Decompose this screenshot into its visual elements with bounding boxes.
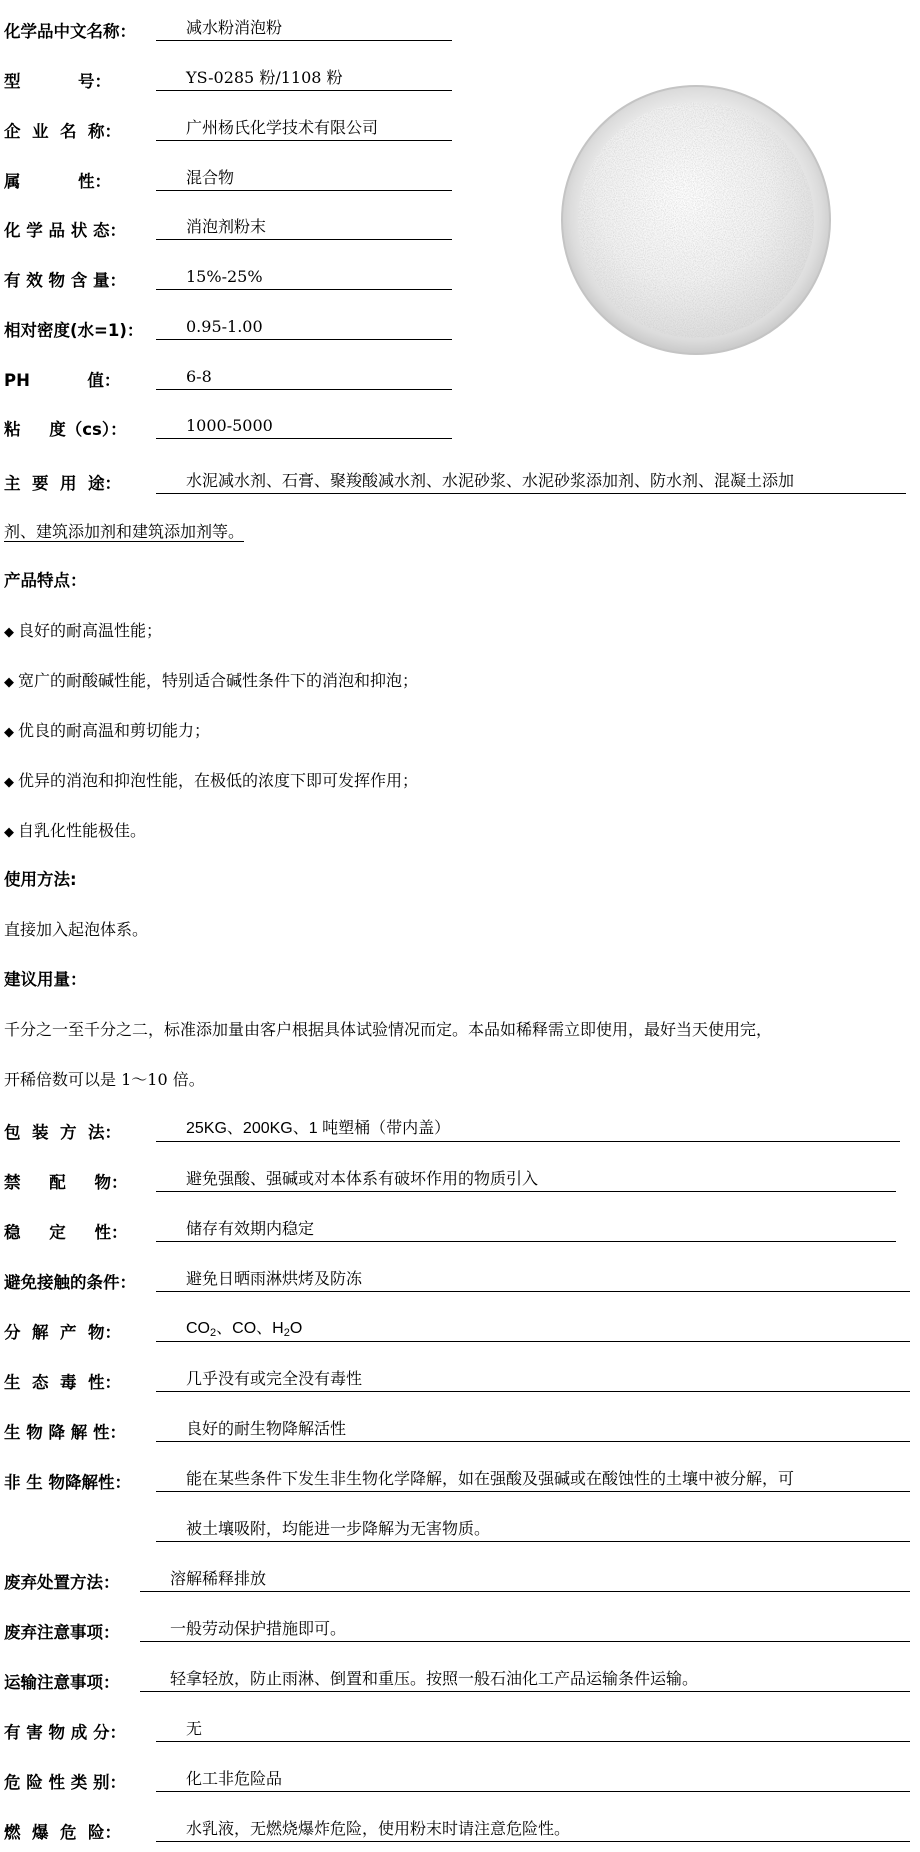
field-value: 混合物 — [156, 167, 452, 191]
usage-continuation — [4, 521, 244, 543]
field-label: 分 解 产 物： — [4, 1323, 121, 1342]
field-label: 粘 度（cs）： — [4, 420, 127, 439]
field-row — [4, 1763, 126, 1795]
field-label: 属 性： — [4, 172, 111, 191]
field-label: 化学品中文名称： — [4, 22, 136, 41]
field-value: 减水粉消泡粉 — [156, 17, 452, 41]
field-value: 避免强酸、强碱或对本体系有破坏作用的物质引入 — [156, 1168, 896, 1192]
bullet-diamond-icon: ◆ — [4, 825, 14, 840]
field-label: 燃 爆 危 险： — [4, 1823, 121, 1842]
feature-text: 优良的耐高温和剪切能力； — [18, 721, 211, 740]
feature-item — [4, 820, 146, 844]
field-value: YS-0285 粉/1108 粉 — [156, 67, 452, 91]
method-heading: 使用方法: — [4, 870, 77, 889]
field-label: 企 业 名 称： — [4, 122, 121, 141]
feature-item — [4, 670, 418, 694]
feature-text: 良好的耐高温性能； — [18, 621, 163, 640]
field-label: 禁 配 物： — [4, 1173, 128, 1192]
method-text: 直接加入起泡体系。 — [4, 920, 149, 939]
usage-label: 主 要 用 途： — [4, 474, 121, 493]
usage-value-line2: 剂、建筑添加剂和建筑添加剂等。 — [4, 522, 245, 541]
field-label: 相对密度(水=1)： — [4, 321, 144, 340]
field-row — [4, 1213, 127, 1245]
spec-row — [4, 261, 126, 293]
field-label: 包 装 方 法： — [4, 1123, 121, 1142]
decomposition-value — [156, 1318, 910, 1342]
field-value: 1000-5000 — [156, 415, 452, 439]
field-row — [4, 1363, 121, 1395]
field-value: 能在某些条件下发生非生物化学降解，如在强酸及强碱或在酸蚀性的土壤中被分解，可 — [156, 1468, 910, 1492]
formula-separator: 、 — [256, 1320, 273, 1337]
field-value: 一般劳动保护措施即可。 — [140, 1618, 910, 1642]
field-value: 25KG、200KG、1 吨塑桶（带内盖） — [156, 1118, 900, 1142]
bullet-diamond-icon: ◆ — [4, 725, 14, 740]
field-label: 危 险 性 类 别： — [4, 1773, 126, 1792]
field-value: 消泡剂粉末 — [156, 216, 452, 240]
feature-item — [4, 620, 162, 644]
field-label: 生 物 降 解 性： — [4, 1423, 126, 1442]
field-row — [4, 1613, 120, 1645]
field-label: 化 学 品 状 态： — [4, 221, 126, 240]
field-label: 型 号： — [4, 72, 111, 91]
field-label: 避免接触的条件： — [4, 1273, 136, 1292]
feature-item — [4, 770, 418, 794]
field-value: 水乳液，无燃烧爆炸危险，使用粉末时请注意危险性。 — [156, 1818, 910, 1842]
field-row — [4, 1813, 121, 1845]
formula-h2o-h: H — [272, 1320, 284, 1337]
dosage-text-line2: 开稀倍数可以是 1～10 倍。 — [4, 1070, 205, 1089]
field-label: 非 生 物降解性： — [4, 1473, 131, 1492]
field-value: 轻拿轻放，防止雨淋、倒置和重压。按照一般石油化工产品运输条件运输。 — [140, 1668, 910, 1692]
field-label: 有 害 物 成 分： — [4, 1723, 126, 1742]
field-label: 有 效 物 含 量： — [4, 271, 126, 290]
spec-row — [4, 410, 127, 442]
feature-text: 优异的消泡和抑泡性能，在极低的浓度下即可发挥作用； — [18, 771, 419, 790]
formula-co: CO — [232, 1320, 257, 1337]
field-label: 稳 定 性： — [4, 1223, 128, 1242]
field-label: PH 值： — [4, 371, 121, 390]
field-value: 溶解稀释排放 — [140, 1568, 910, 1592]
formula-separator: 、 — [216, 1320, 233, 1337]
formula-h2o-o: O — [289, 1320, 303, 1337]
spec-row — [4, 112, 121, 144]
field-label: 运输注意事项： — [4, 1673, 120, 1692]
field-value: 良好的耐生物降解活性 — [156, 1418, 910, 1442]
field-row — [4, 1563, 120, 1595]
field-value: 15%-25% — [156, 266, 452, 290]
field-row — [4, 1663, 120, 1695]
field-row — [4, 1263, 136, 1295]
feature-text: 宽广的耐酸碱性能，特别适合碱性条件下的消泡和抑泡； — [18, 671, 419, 690]
field-row — [4, 1163, 127, 1195]
field-value: 储存有效期内稳定 — [156, 1218, 896, 1242]
packaging-row — [4, 1113, 121, 1145]
dosage-text-line1: 千分之一至千分之二，标准添加量由客户根据具体试验情况而定。本品如稀释需立即使用，最好当天使用完， — [4, 1020, 773, 1039]
field-label: 废弃注意事项： — [4, 1623, 120, 1642]
usage-row — [4, 464, 121, 496]
formula-co2-base: CO — [186, 1320, 210, 1337]
feature-text: 自乳化性能极佳。 — [18, 821, 147, 840]
dosage-heading: 建议用量： — [4, 970, 87, 989]
field-row — [4, 1413, 126, 1445]
field-value: 几乎没有或完全没有毒性 — [156, 1368, 910, 1392]
spec-row — [4, 311, 143, 343]
bullet-diamond-icon: ◆ — [4, 675, 14, 690]
bullet-diamond-icon: ◆ — [4, 625, 14, 640]
field-label: 生 态 毒 性： — [4, 1373, 121, 1392]
product-powder-image — [560, 84, 832, 356]
field-row — [4, 1463, 131, 1495]
field-value: 广州杨氏化学技术有限公司 — [156, 117, 452, 141]
bullet-diamond-icon: ◆ — [4, 775, 14, 790]
field-row — [4, 1713, 126, 1745]
field-value: 避免日晒雨淋烘烤及防冻 — [156, 1268, 910, 1292]
spec-row — [4, 162, 111, 194]
field-row — [4, 1313, 121, 1345]
spec-row — [4, 361, 120, 393]
field-value: 化工非危险品 — [156, 1768, 910, 1792]
field-value: 6-8 — [156, 366, 452, 390]
feature-item — [4, 720, 210, 744]
field-value-line2: 被土壤吸附，均能进一步降解为无害物质。 — [156, 1518, 910, 1542]
field-value: 无 — [156, 1718, 910, 1742]
field-label: 废弃处置方法： — [4, 1573, 120, 1592]
usage-value: 水泥减水剂、石膏、聚羧酸减水剂、水泥砂浆、水泥砂浆添加剂、防水剂、混凝土添加 — [156, 470, 906, 494]
formula-subscript: 2 — [283, 1327, 290, 1339]
spec-row — [4, 211, 126, 243]
features-heading: 产品特点： — [4, 571, 87, 590]
formula-subscript: 2 — [210, 1327, 217, 1339]
spec-row — [4, 62, 111, 94]
field-value: 0.95-1.00 — [156, 316, 452, 340]
spec-row — [4, 12, 136, 44]
